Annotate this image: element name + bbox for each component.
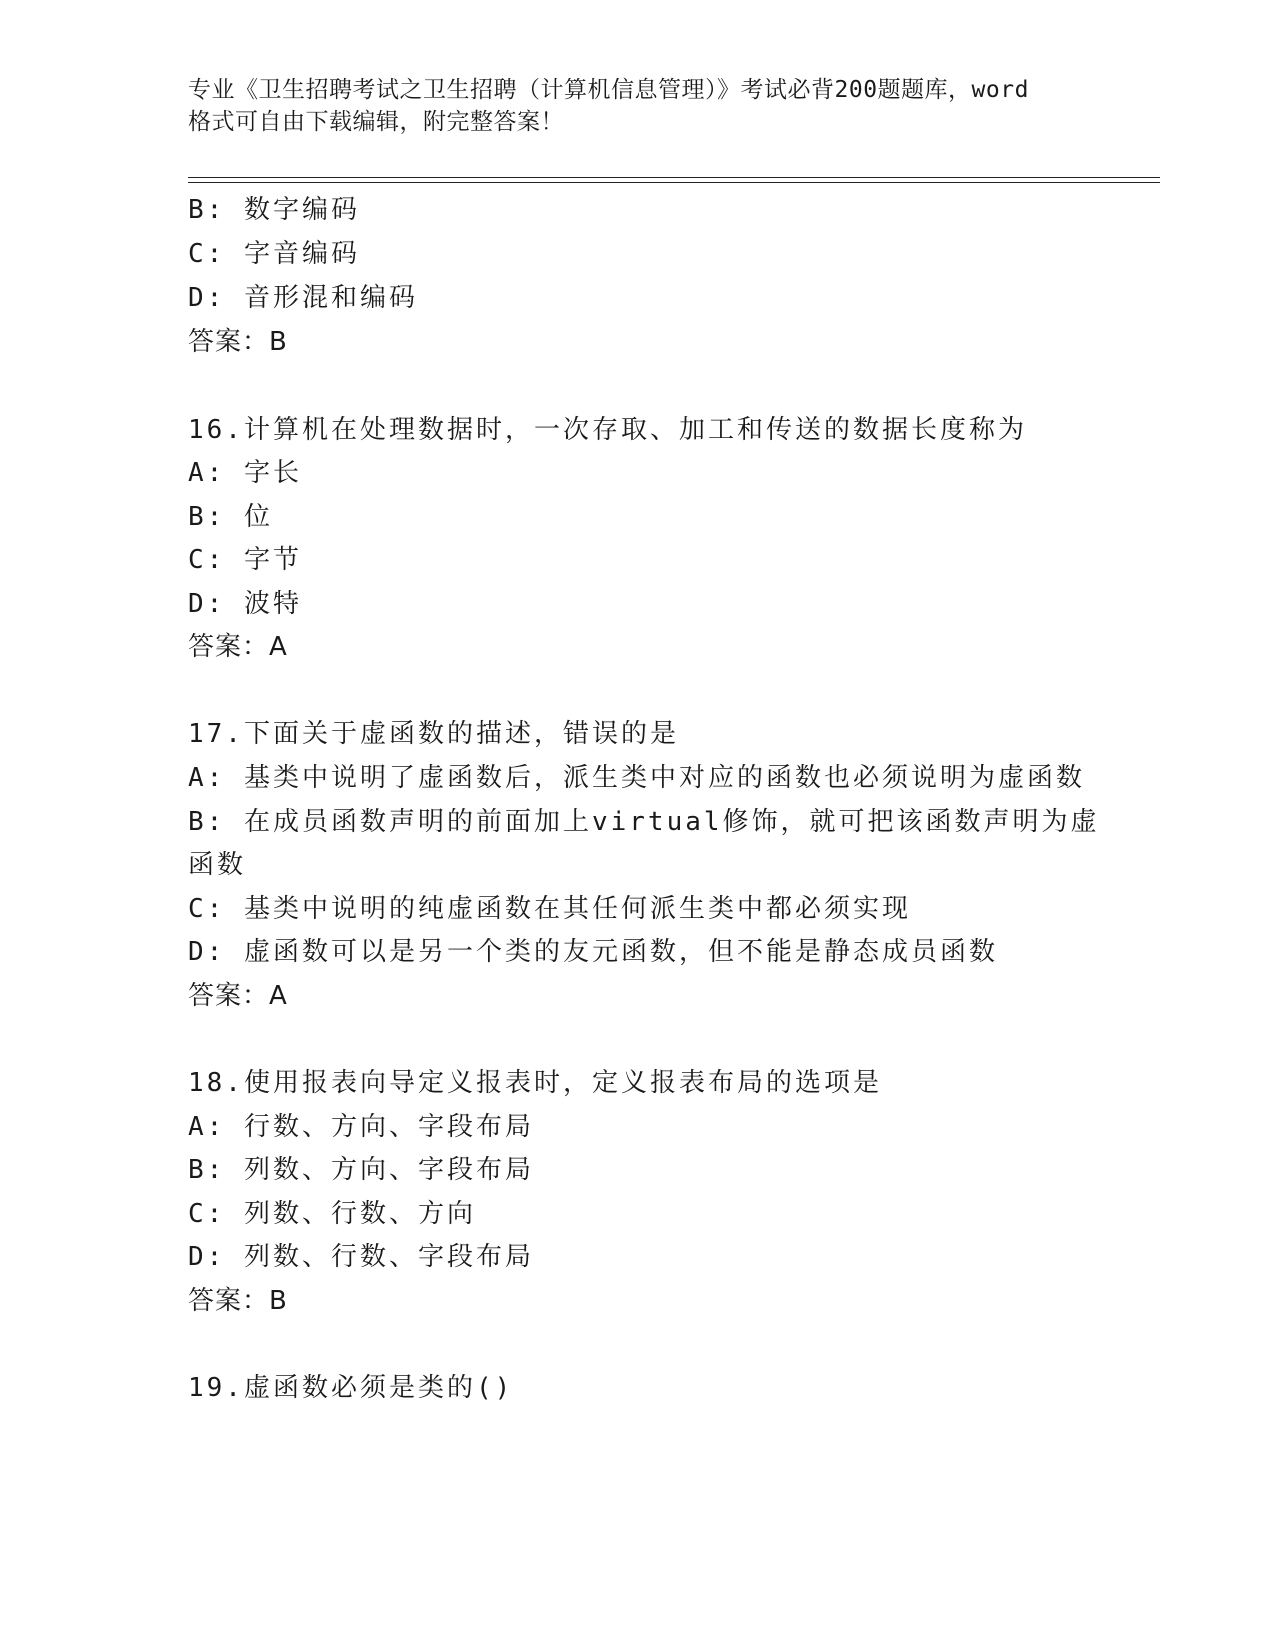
option-line: C: 列数、行数、方向 (188, 1199, 476, 1229)
question-stem: 18.使用报表向导定义报表时，定义报表布局的选项是 (188, 1068, 882, 1098)
option-line: 函数 (188, 850, 247, 880)
question-stem: 17.下面关于虚函数的描述，错误的是 (188, 719, 679, 749)
option-line: C: 基类中说明的纯虚函数在其任何派生类中都必须实现 (188, 894, 911, 924)
header-divider-bottom (188, 182, 1160, 183)
option-line: A: 行数、方向、字段布局 (188, 1112, 534, 1142)
header-line-1: 专业《卫生招聘考试之卫生招聘（计算机信息管理）》考试必背200题题库，word (188, 77, 1029, 103)
question-stem: 16.计算机在处理数据时，一次存取、加工和传送的数据长度称为 (188, 415, 1027, 445)
option-line: C: 字节 (188, 545, 302, 575)
answer-line: 答案：B (188, 327, 288, 357)
option-line: B: 位 (188, 502, 273, 532)
option-line: B: 在成员函数声明的前面加上virtual修饰，就可把该函数声明为虚 (188, 807, 1100, 837)
answer-line: 答案：A (188, 632, 288, 662)
header-divider-top (188, 177, 1160, 178)
option-line: A: 基类中说明了虚函数后，派生类中对应的函数也必须说明为虚函数 (188, 763, 1085, 793)
option-line: C: 字音编码 (188, 239, 360, 269)
option-line: A: 字长 (188, 458, 302, 488)
answer-line: 答案：A (188, 981, 288, 1011)
option-line: D: 虚函数可以是另一个类的友元函数，但不能是静态成员函数 (188, 937, 998, 967)
option-line: D: 音形混和编码 (188, 283, 418, 313)
question-stem: 19.虚函数必须是类的() (188, 1373, 514, 1403)
option-line: D: 波特 (188, 589, 302, 619)
option-line: B: 数字编码 (188, 195, 360, 225)
header-line-2: 格式可自由下载编辑，附完整答案！ (188, 109, 564, 135)
option-line: D: 列数、行数、字段布局 (188, 1242, 534, 1272)
answer-line: 答案：B (188, 1286, 288, 1316)
option-line: B: 列数、方向、字段布局 (188, 1155, 534, 1185)
document-header (188, 74, 1108, 138)
